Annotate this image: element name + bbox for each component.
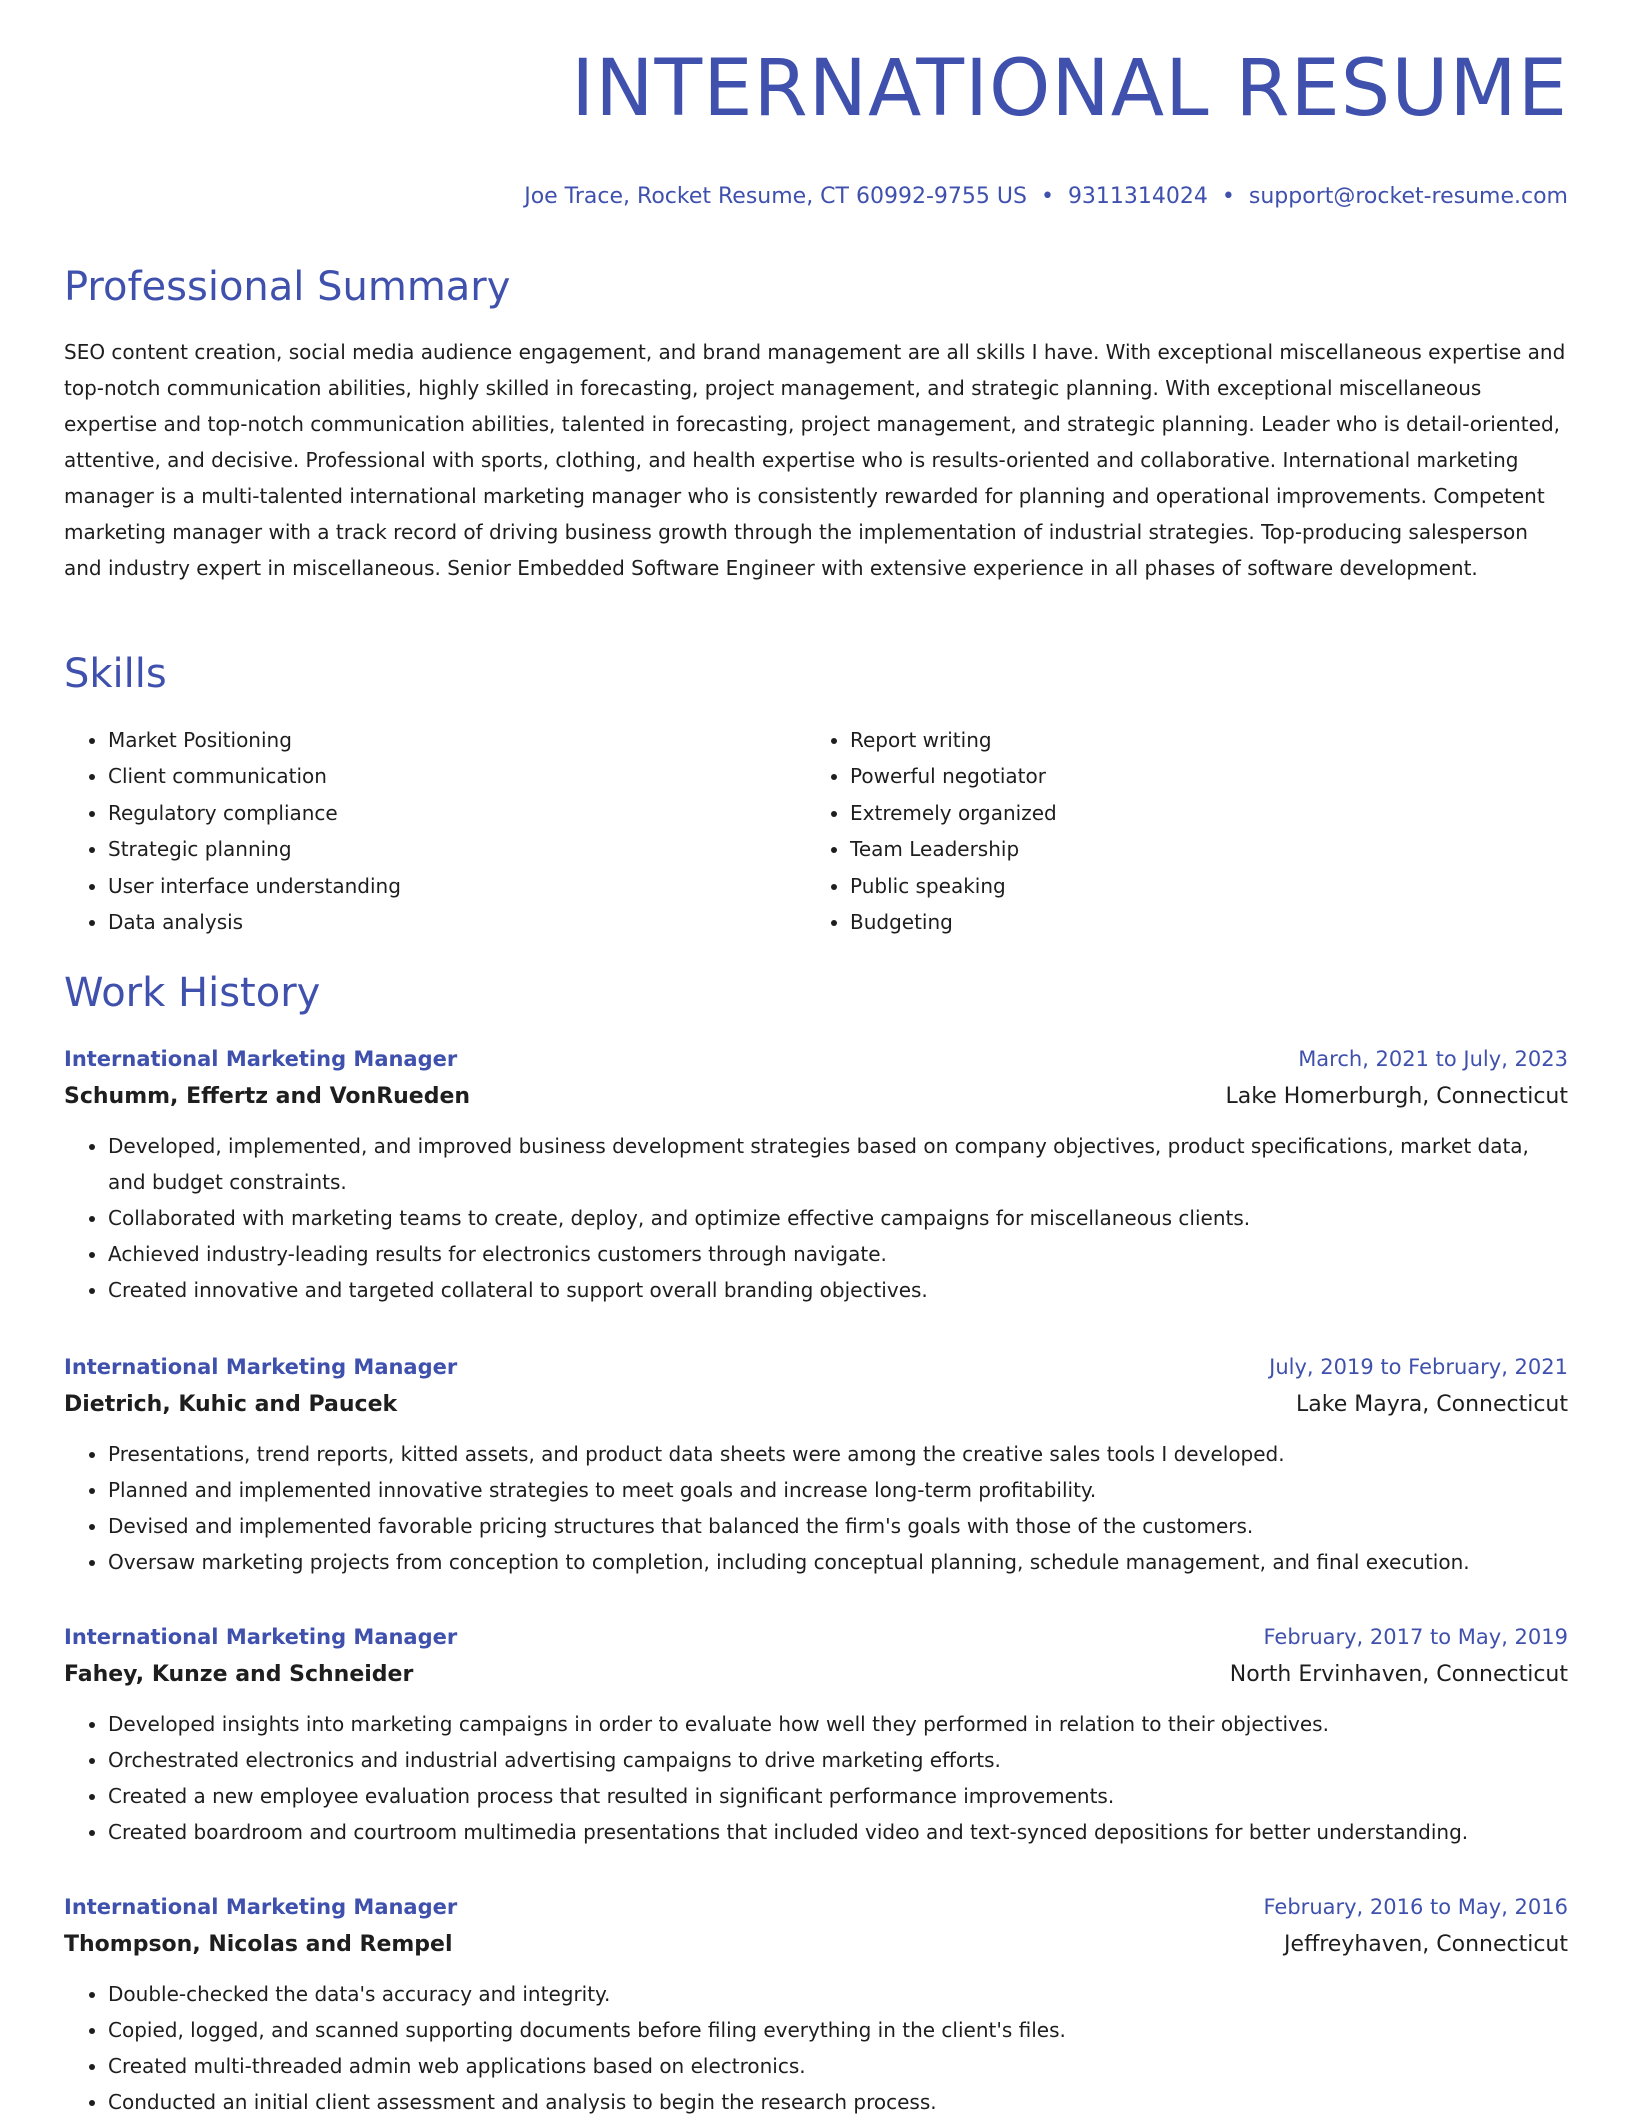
contact-address: Joe Trace, Rocket Resume, CT 60992-9755 US [524, 184, 1027, 209]
skills-heading: Skills [64, 651, 167, 697]
job-employer: Thompson, Nicolas and Rempel [64, 1932, 453, 1957]
duty-item: • Planned and implemented innovative strategies to meet goals and increase long-term profitability. [108, 1472, 1568, 1508]
skill-item: • Public speaking [850, 868, 1057, 904]
duty-item: • Created multi-threaded admin web applications based on electronics. [108, 2048, 1568, 2084]
job-employer-row [64, 1386, 1568, 1424]
job-dates: March, 2021 to July, 2023 [1298, 1047, 1568, 1071]
job-duties [64, 1706, 1568, 1850]
job-dates: July, 2019 to February, 2021 [1269, 1355, 1568, 1379]
skill-item: • User interface understanding [108, 868, 401, 904]
job-dates: February, 2016 to May, 2016 [1263, 1895, 1568, 1919]
job-employer-row [64, 1926, 1568, 1964]
duty-item: • Conducted an initial client assessment and analysis to begin the research process. [108, 2084, 1568, 2120]
summary-text: SEO content creation, social media audience engagement, and brand management are all skills I have. With exceptional miscellaneous expertise and top-notch communication abilities, highly skilled in forecasting, project management, and strategic planning. With exceptional miscellaneous expertise and top-notch communication abilities, talented in forecasting, project management, and strategic planning. Leader who is detail-oriented, attentive, and decisive. Professional with sports, clothing, and health expertise who is results-oriented and collaborative. International marketing manager is a multi-talented international marketing manager who is consistently rewarded for planning and operational improvements. Competent marketing manager with a track record of driving business growth through the implementation of industrial strategies. Top-producing salesperson and industry expert in miscellaneous. Senior Embedded Software Engineer with extensive experience in all phases of software development. [64, 340, 1566, 580]
skill-item: • Data analysis [108, 904, 401, 940]
skills-list-right [806, 722, 1057, 940]
skill-item: • Team Leadership [850, 831, 1057, 867]
job-entry [64, 1618, 1568, 1850]
job-employer-row [64, 1078, 1568, 1116]
skill-item: • Report writing [850, 722, 1057, 758]
job-employer: Schumm, Effertz and VonRueden [64, 1084, 471, 1109]
duty-item: • Devised and implemented favorable pricing structures that balanced the firm's goals with those of the customers. [108, 1508, 1568, 1544]
duty-item: • Oversaw marketing projects from conception to completion, including conceptual planning, schedule management, and final execution. [108, 1544, 1568, 1580]
job-duties [64, 1128, 1568, 1308]
duty-item: • Achieved industry-leading results for electronics customers through navigate. [108, 1236, 1568, 1272]
duty-item: • Orchestrated electronics and industrial advertising campaigns to drive marketing efforts. [108, 1742, 1568, 1778]
skill-item: • Strategic planning [108, 831, 401, 867]
job-duties [64, 1976, 1568, 2120]
contact-line [524, 182, 1568, 212]
duty-item: • Collaborated with marketing teams to create, deploy, and optimize effective campaigns for miscellaneous clients. [108, 1200, 1568, 1236]
skill-item: • Extremely organized [850, 795, 1057, 831]
job-entry [64, 1888, 1568, 2120]
job-title-row [64, 1888, 1568, 1926]
job-title: International Marketing Manager [64, 1355, 458, 1379]
duty-item: • Copied, logged, and scanned supporting documents before filing everything in the client's files. [108, 2012, 1568, 2048]
job-location: North Ervinhaven, Connecticut [1229, 1662, 1568, 1687]
job-employer-row [64, 1656, 1568, 1694]
job-employer: Fahey, Kunze and Schneider [64, 1662, 414, 1687]
skill-item: • Market Positioning [108, 722, 401, 758]
job-dates: February, 2017 to May, 2019 [1263, 1625, 1568, 1649]
contact-separator: • [1040, 184, 1054, 209]
job-entry [64, 1348, 1568, 1580]
contact-phone: 9311314024 [1067, 184, 1208, 209]
job-duties [64, 1436, 1568, 1580]
job-title-row [64, 1348, 1568, 1386]
contact-separator: • [1221, 184, 1235, 209]
duty-item: • Created boardroom and courtroom multimedia presentations that included video and text-synced depositions for better understanding. [108, 1814, 1568, 1850]
job-title: International Marketing Manager [64, 1895, 458, 1919]
job-title-row [64, 1618, 1568, 1656]
skill-item: • Budgeting [850, 904, 1057, 940]
job-location: Lake Homerburgh, Connecticut [1225, 1084, 1568, 1109]
job-title-row [64, 1040, 1568, 1078]
skill-item: • Client communication [108, 758, 401, 794]
resume-title: INTERNATIONAL RESUME [571, 44, 1568, 134]
duty-item: • Presentations, trend reports, kitted assets, and product data sheets were among the creative sales tools I developed. [108, 1436, 1568, 1472]
skill-item: • Powerful negotiator [850, 758, 1057, 794]
job-title: International Marketing Manager [64, 1625, 458, 1649]
work-history-heading: Work History [64, 970, 321, 1016]
skill-item: • Regulatory compliance [108, 795, 401, 831]
job-location: Lake Mayra, Connecticut [1296, 1392, 1568, 1417]
skills-list-left [64, 722, 401, 940]
duty-item: • Created a new employee evaluation process that resulted in significant performance improvements. [108, 1778, 1568, 1814]
job-employer: Dietrich, Kuhic and Paucek [64, 1392, 398, 1417]
duty-item: • Created innovative and targeted collateral to support overall branding objectives. [108, 1272, 1568, 1308]
job-location: Jeffreyhaven, Connecticut [1284, 1932, 1568, 1957]
duty-item: • Double-checked the data's accuracy and integrity. [108, 1976, 1568, 2012]
job-entry [64, 1040, 1568, 1308]
contact-email: support@rocket-resume.com [1248, 184, 1568, 209]
duty-item: • Developed insights into marketing campaigns in order to evaluate how well they performed in relation to their objectives. [108, 1706, 1568, 1742]
summary-heading: Professional Summary [64, 264, 511, 310]
duty-item: • Developed, implemented, and improved business development strategies based on company objectives, product specifications, market data, and budget constraints. [108, 1128, 1568, 1200]
job-title: International Marketing Manager [64, 1047, 458, 1071]
